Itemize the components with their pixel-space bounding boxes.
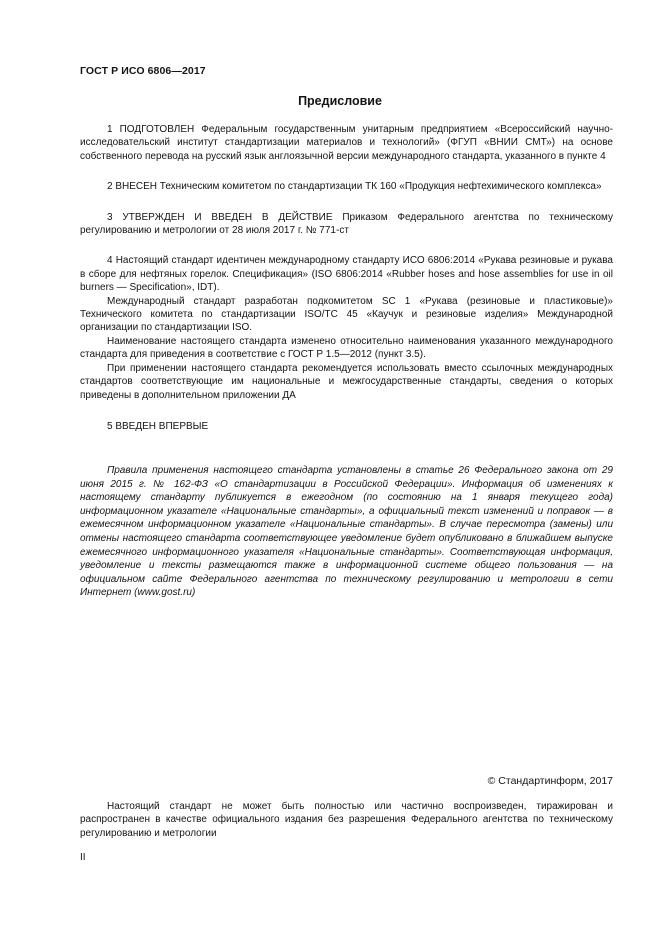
- reproduction-notice: [80, 800, 613, 840]
- paragraph-4: 4 Настоящий стандарт идентичен международному стандарту ИСО 6806:2014 «Рукава резиновые и рукава в сборе для нефтяных горелок. Спецификация» (ISO 6806:2014 «Rubber hoses and hose assemblies for use in oil burners — Specification», IDT).: [80, 255, 613, 294]
- application-rules-notice: [80, 464, 613, 600]
- foreword-body: [80, 123, 613, 433]
- copyright-line: © Стандартинформ, 2017: [487, 775, 613, 787]
- paragraph-3: 3 УТВЕРЖДЕН И ВВЕДЕН В ДЕЙСТВИЕ Приказом Федерального агентства по техническому регулированию и метрологии от 28 июля 2017 г. № 771-ст: [80, 211, 613, 237]
- paragraph-4-subcommittee: Международный стандарт разработан подкомитетом SC 1 «Рукава (резиновые и пластиковые)» Технического комитета по стандартизации ISO/TC 45 «Каучук и резиновые изделия» Международной организации по стандартизации ISO.: [80, 295, 613, 334]
- notice-text: Правила применения настоящего стандарта установлены в статье 26 Федерального закона от 29 июня 2015 г. № 162-ФЗ «О стандартизации в Российской Федерации». Информация об изменениях к настоящему стандарту публикуется в ежегодном (по состоянию на 1 января текущего года) информационном указателе «Национальные стандарты», а официальный текст изменений и поправок — в ежемесячном информационном указателе «Национальные стандарты». В случае пересмотра (замены) или отмены настоящего стандарта соответствующее уведомление будет опубликовано в ближайшем выпуске ежемесячного информационного указателя «Национальные стандарты». Соответствующая информация, уведомление и тексты размещаются также в информационной системе общего пользования — на официальном сайте Федерального агентства по техническому регулированию и метрологии в сети Интернет (www.gost.ru): [80, 465, 613, 599]
- page-title: Предисловие: [298, 94, 382, 108]
- paragraph-4-name-change: Наименование настоящего стандарта изменено относительно наименования указанного международного стандарта для приведения в соответствие с ГОСТ Р 1.5—2012 (пункт 3.5).: [80, 335, 613, 361]
- paragraph-2: 2 ВНЕСЕН Техническим комитетом по стандартизации ТК 160 «Продукция нефтехимического комплекса»: [107, 181, 602, 193]
- page-number: II: [80, 852, 86, 863]
- standard-id-header: ГОСТ Р ИСО 6806—2017: [80, 65, 206, 77]
- paragraph-4-references: При применении настоящего стандарта рекомендуется использовать вместо ссылочных международных стандартов соответствующие им национальные и межгосударственные стандарты, сведения о которых приведены в дополнительном приложении ДА: [80, 362, 613, 401]
- reproduction-notice-text: Настоящий стандарт не может быть полностью или частично воспроизведен, тиражирован и распространен в качестве официального издания без разрешения Федерального агентства по техническому регулированию и метрологии: [80, 801, 613, 839]
- paragraph-5: 5 ВВЕДЕН ВПЕРВЫЕ: [107, 420, 209, 432]
- paragraph-1: 1 ПОДГОТОВЛЕН Федеральным государственным унитарным предприятием «Всероссийский научно-исследовательский институт стандартизации материалов и технологий» (ФГУП «ВНИИ СМТ») на основе собственного перевода на русский язык англоязычной версии международного стандарта, указанного в пункте 4: [80, 124, 613, 162]
